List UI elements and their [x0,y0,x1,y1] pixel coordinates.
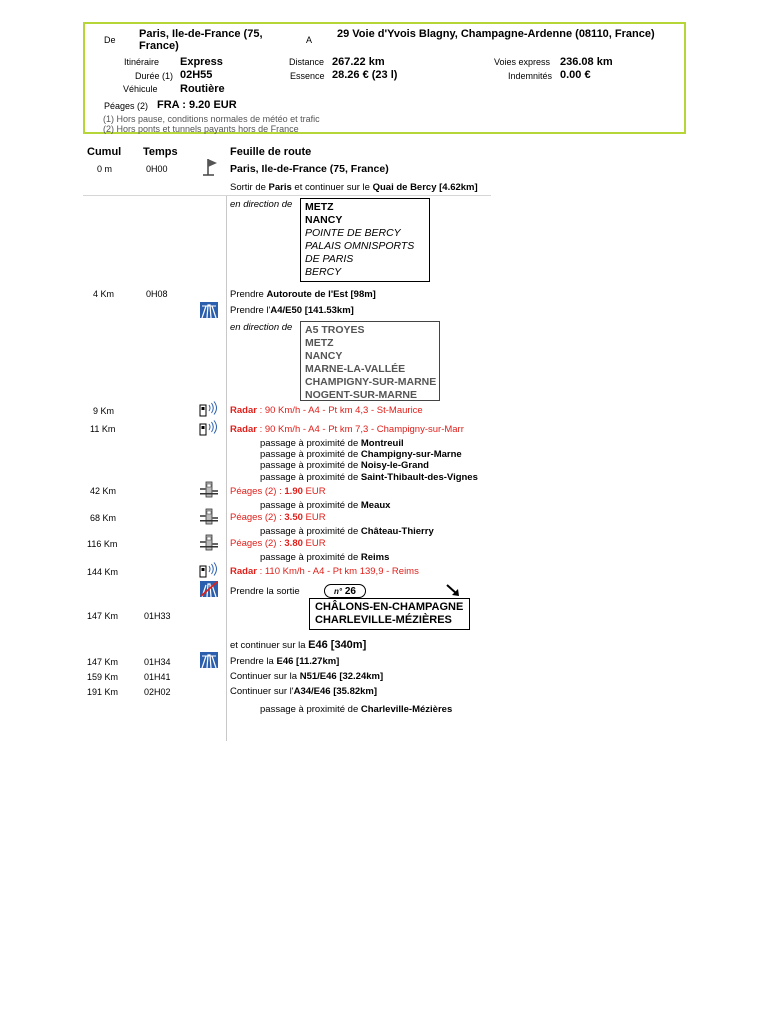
toll-icon [199,534,219,551]
distance-value: 267.22 km [332,56,385,68]
row-159km-cumul: 159 Km [87,672,119,682]
row-147km-b-temps: 01H34 [144,657,171,667]
row-9km-cumul: 9 Km [93,406,115,416]
essence-label: Essence [290,71,325,81]
to-label: A [306,35,313,45]
row-147km-cumul: 147 Km [87,611,119,621]
row-11km-radar: Radar : 90 Km/h - A4 - Pt km 7,3 - Champigny-sur-Marr [230,424,464,435]
footnote-2: (2) Hors ponts et tunnels payants hors de France [103,124,299,134]
row-147km-b-cumul: 147 Km [87,657,119,667]
motorway-exit-icon [200,581,218,597]
row-42km-toll: Péages (2) : 1.90 EUR [230,486,326,497]
toll-icon [199,508,219,525]
duree-value: 02H55 [180,69,213,81]
row-144km-cumul: 144 Km [87,567,119,577]
row-144km-radar: Radar : 110 Km/h - A4 - Pt km 139,9 - Reims [230,566,419,577]
row-4km-temps: 0H08 [146,289,168,299]
row-191km-instruction: Continuer sur l'A34/E46 [35.82km] [230,686,378,697]
from-label: De [104,35,116,45]
peages-label: Péages (2) [104,101,149,111]
peages-value: FRA : 9.20 EUR [157,99,237,111]
itineraire-value: Express [180,56,223,68]
direction-label-2: en direction de [230,322,293,333]
from-value: Paris, Ile-de-France (75, France) [139,28,263,52]
row-11km-cumul: 11 Km [90,424,116,434]
row-68km-cumul: 68 Km [90,513,117,523]
row-191km-cumul: 191 Km [87,687,119,697]
sortie-label: Prendre la sortie [230,586,300,597]
radar-icon [199,562,219,578]
proximity-charleville: passage à proximité de Charleville-Mézières [260,704,453,715]
direction-box-2: A5 TROYES METZ NANCY MARNE-LA-VALLÉE CHAMPIGNY-SUR-MARNE NOGENT-SUR-MARNE [300,321,440,401]
itineraire-label: Itinéraire [124,57,160,67]
direction-box-1: METZ NANCY POINTE DE BERCY PALAIS OMNISPORTS DE PARIS BERCY [300,198,430,282]
start-flag-icon [200,157,220,177]
radar-icon [199,420,219,436]
proximity-noisy: passage à proximité de Noisy-le-Grand [260,460,429,471]
indemnites-label: Indemnités [508,71,553,81]
row-separator [83,195,491,196]
row-42km-cumul: 42 Km [90,486,117,496]
toll-icon [199,481,219,498]
duree-label: Durée (1) [135,71,174,81]
header-cumul: Cumul [87,146,122,158]
voies-express-label: Voies express [494,57,551,67]
essence-value: 28.26 € (23 l) [332,69,398,81]
to-value: 29 Voie d'Yvois Blagny, Champagne-Ardenne (08110, France) [337,28,655,40]
direction-label-1: en direction de [230,199,293,210]
start-cumul: 0 m [97,164,113,174]
vehicule-value: Routière [180,83,225,95]
row-191km-temps: 02H02 [144,687,171,697]
footnote-1: (1) Hors pause, conditions normales de météo et trafic [103,114,320,124]
motorway-icon [200,652,218,668]
continue-e46: et continuer sur la E46 [340m] [230,639,367,651]
exit-destinations-box: CHÂLONS-EN-CHAMPAGNE CHARLEVILLE-MÉZIÈRES [309,598,470,630]
column-divider [226,196,227,741]
row-4km-cumul: 4 Km [93,289,115,299]
row-147km-b-instruction: Prendre la E46 [11.27km] [230,656,340,667]
row-147km-temps: 01H33 [144,611,171,621]
proximity-meaux: passage à proximité de Meaux [260,500,391,511]
distance-label: Distance [289,57,325,67]
motorway-icon [200,302,218,318]
row-116km-cumul: 116 Km [87,539,118,549]
row-9km-radar: Radar : 90 Km/h - A4 - Pt km 4,3 - St-Maurice [230,405,423,416]
header-feuille: Feuille de route [230,146,312,158]
row-116km-toll: Péages (2) : 3.80 EUR [230,538,326,549]
row-159km-instruction: Continuer sur la N51/E46 [32.24km] [230,671,384,682]
row-4km-instruction: Prendre Autoroute de l'Est [98m] [230,289,376,300]
start-location: Paris, Ile-de-France (75, France) [230,163,389,175]
row-159km-temps: 01H41 [144,672,171,682]
start-temps: 0H00 [146,164,168,174]
arrow-down-right-icon [446,584,460,596]
proximity-chateau-thierry: passage à proximité de Château-Thierry [260,526,434,537]
header-temps: Temps [143,146,178,158]
proximity-champigny: passage à proximité de Champigny-sur-Marne [260,449,462,460]
row-68km-toll: Péages (2) : 3.50 EUR [230,512,326,523]
proximity-saint-thibault: passage à proximité de Saint-Thibault-des-Vignes [260,472,478,483]
sortir-instruction: Sortir de Paris et continuer sur le Quai de Bercy [4.62km] [230,182,478,193]
indemnites-value: 0.00 € [560,69,591,81]
row-a4-instruction: Prendre l'A4/E50 [141.53km] [230,305,354,316]
proximity-montreuil: passage à proximité de Montreuil [260,438,404,449]
voies-express-value: 236.08 km [560,56,613,68]
proximity-reims: passage à proximité de Reims [260,552,390,563]
radar-icon [199,401,219,417]
exit-number-badge: n° 26 [324,584,366,598]
vehicule-label: Véhicule [123,84,158,94]
